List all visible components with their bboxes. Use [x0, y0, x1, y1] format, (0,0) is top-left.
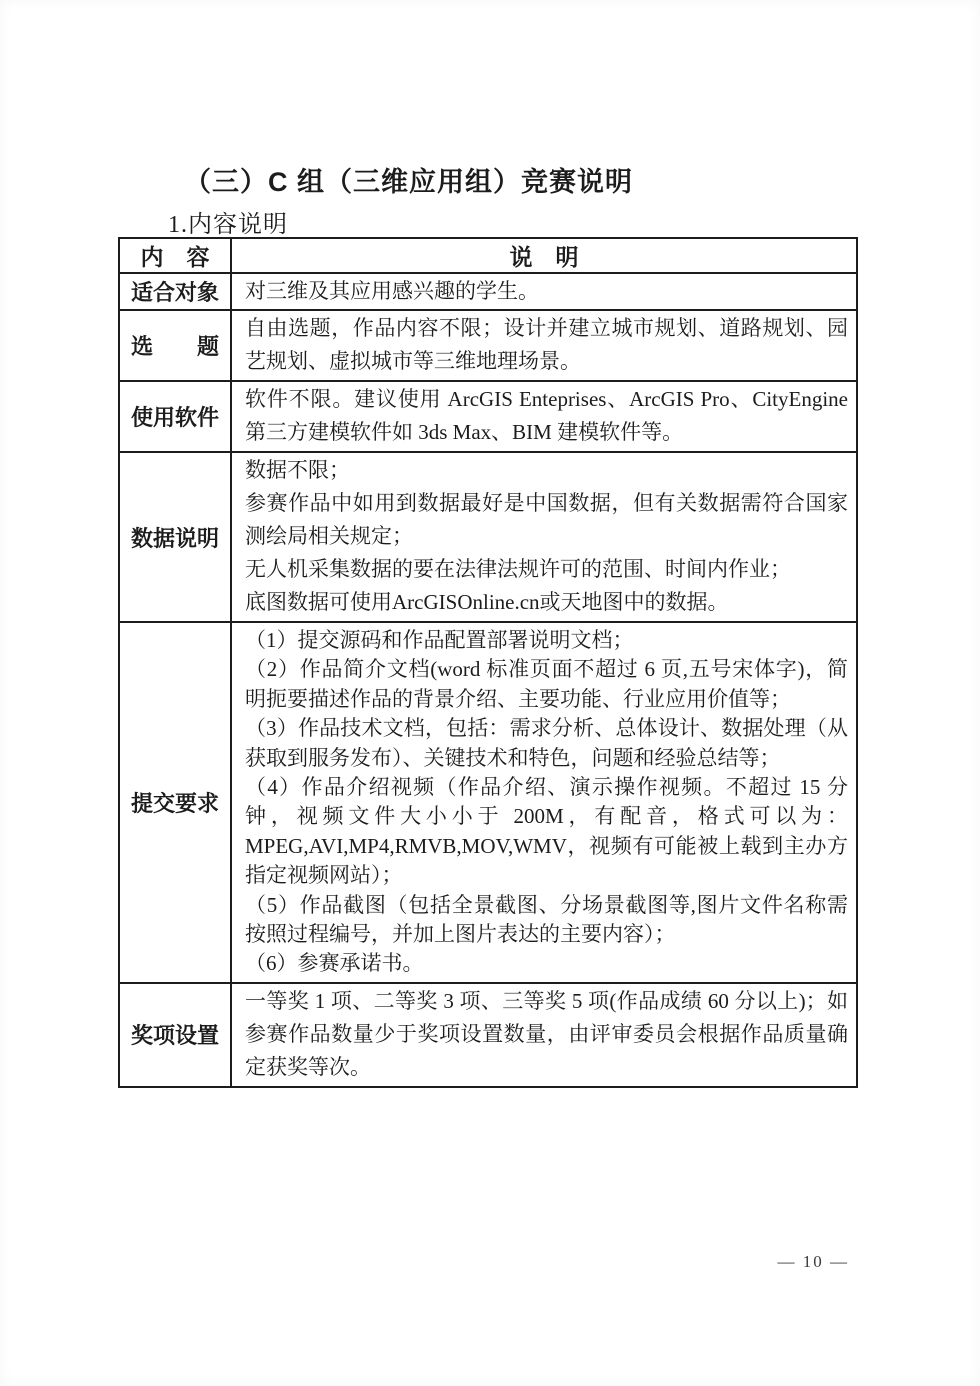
paragraph: （6）参赛承诺书。: [245, 951, 424, 976]
page-number: — 10 —: [777, 1252, 849, 1271]
paragraph: （1）提交源码和作品配置部署说明文档；: [245, 628, 634, 652]
document-title: （三）C 组（三维应用组）竞赛说明: [184, 167, 633, 197]
table-header-row: [119, 238, 857, 273]
row-label: 使用软件: [119, 381, 231, 452]
row-content: [231, 622, 857, 983]
row-label: 提交要求: [119, 622, 231, 983]
row-content: [231, 381, 857, 452]
content-table-wrapper: [118, 237, 858, 1088]
paragraph: （3）作品技术文档，包括：需求分析、总体设计、数据处理（从获取到服务发布）、关键技术和特色，问题和经验总结等；: [245, 716, 848, 770]
row-label: 数据说明: [119, 452, 231, 622]
table-row: [119, 983, 857, 1087]
paragraph: 底图数据可使用ArcGISOnline.cn或天地图中的数据。: [245, 590, 729, 614]
table-row: [119, 381, 857, 452]
paragraph: 参赛作品中如用到数据最好是中国数据，但有关数据需符合国家测绘局相关规定；: [245, 491, 848, 548]
paragraph: （4）作品介绍视频（作品介绍、演示操作视频。不超过 15 分钟，视频文件大小小于 200M，有配音，格式可以为：MPEG,AVI,MP4,RMVB,MOV,WMV，视频有可能被上载到主办方指定视频网站）；: [245, 775, 848, 888]
row-content: [231, 983, 857, 1087]
paragraph: （2）作品简介文档(word 标准页面不超过 6 页,五号宋体字)，简明扼要描述作品的背景介绍、主要功能、行业应用价值等；: [245, 657, 848, 711]
paragraph: 一等奖 1 项、二等奖 3 项、三等奖 5 项(作品成绩 60 分以上)；如参赛作品数量少于奖项设置数量，由评审委员会根据作品质量确定获奖等次。: [245, 988, 848, 1079]
row-label: 适合对象: [119, 273, 231, 310]
row-content: [231, 452, 857, 622]
row-content: [231, 273, 857, 310]
paragraph: （5）作品截图（包括全景截图、分场景截图等,图片文件名称需按照过程编号，并加上图片表达的主要内容）；: [245, 892, 848, 947]
table-row: [119, 310, 857, 381]
paragraph: 软件不限。建议使用 ArcGIS Enteprises、ArcGIS Pro、CityEngine 第三方建模软件如 3ds Max、BIM 建模软件等。: [245, 387, 848, 444]
row-label: 选 题: [119, 310, 231, 381]
row-label: 奖项设置: [119, 983, 231, 1087]
header-cell-content: 内 容: [119, 238, 231, 273]
table-row: [119, 622, 857, 983]
table-row: [119, 452, 857, 622]
table-row: [119, 273, 857, 310]
header-cell-description: 说 明: [231, 238, 857, 273]
row-content: [231, 310, 857, 381]
paragraph: 数据不限；: [245, 458, 350, 482]
paragraph: 无人机采集数据的要在法律法规许可的范围、时间内作业；: [245, 557, 791, 581]
section-heading: 1.内容说明: [168, 212, 288, 238]
content-table: [118, 237, 858, 1088]
paragraph: 对三维及其应用感兴趣的学生。: [245, 279, 539, 303]
paragraph: 自由选题，作品内容不限；设计并建立城市规划、道路规划、园艺规划、虚拟城市等三维地理场景。: [245, 316, 848, 373]
